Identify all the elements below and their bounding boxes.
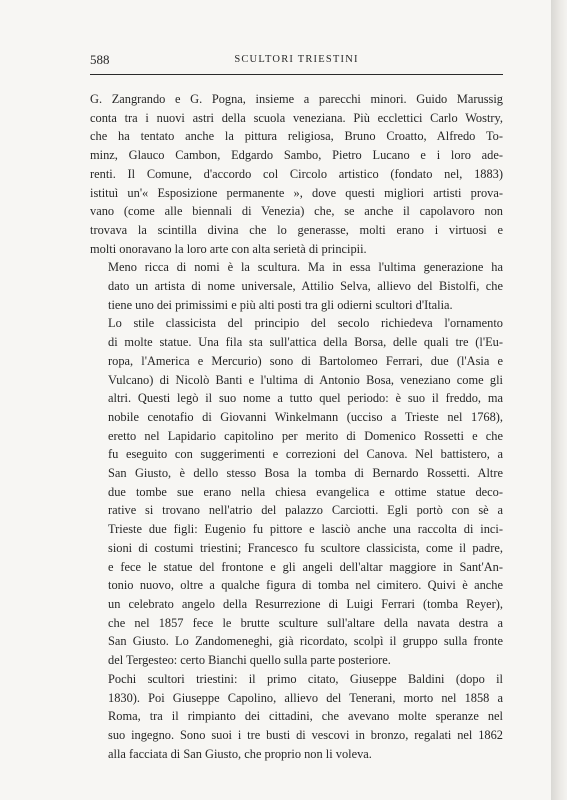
page-binding-edge <box>551 0 567 800</box>
text-line: due tombe sue erano nella chiesa evangelica e ottime statue deco- <box>108 484 503 499</box>
running-head <box>90 52 503 75</box>
text-line: ropa, l'America e Mercurio) sono di Bartolomeo Ferrari, due (l'Asia e <box>108 353 503 368</box>
text-line: San Giusto. Lo Zandomeneghi, già ricordato, scolpì il gruppo sulla fronte <box>108 634 503 649</box>
paragraph <box>90 258 503 314</box>
text-line: e fece le statue del frontone e gli angeli dell'altar maggiore in Sant'An- <box>108 559 503 574</box>
text-line: 1830). Poi Giuseppe Capolino, allievo del Tenerani, morto nel 1858 a <box>108 690 503 705</box>
text-line: sioni di costumi triestini; Francesco fu scultore classicista, come il padre, <box>108 540 503 555</box>
text-line: tiene uno dei primissimi e più alti posti tra gli odierni scultori d'Italia. <box>108 297 453 312</box>
text-line: alla facciata di San Giusto, che proprio non li voleva. <box>108 746 372 761</box>
text-line: altri. Questi legò il suo nome a tutto quel periodo: è suo il freddo, ma <box>108 391 503 406</box>
text-line: vano (come alle biennali di Venezia) che, se anche il capolavoro non <box>90 204 503 219</box>
text-line: suo ingegno. Sono suoi i tre busti di vescovi in bronzo, regalati nel 1862 <box>108 727 503 742</box>
text-line: molti onoravano la loro arte con alta serietà di principii. <box>90 241 367 256</box>
text-line: dato un artista di nome universale, Attilio Selva, allievo del Bistolfi, che <box>108 279 503 294</box>
text-line: che nel 1857 fece le brutte sculture sull'altare della navata destra a <box>108 615 503 630</box>
text-line: che ha tentato anche la pittura religiosa, Bruno Croatto, Alfredo To- <box>90 129 503 144</box>
text-line: G. Zangrando e G. Pogna, insieme a parecchi minori. Guido Marussig <box>90 92 503 106</box>
text-line: Lo stile classicista del principio del secolo richiedeva l'ornamento <box>108 316 503 331</box>
text-line: istituì un'« Esposizione permanente », dove questi migliori artisti prova- <box>90 185 503 200</box>
running-title: SCULTORI TRIESTINI <box>234 54 359 65</box>
text-line: conta tra i nuovi astri della scuola veneziana. Più ecclettici Carlo Wostry, <box>90 110 503 125</box>
text-line: tonio nuovo, oltre a qualche figura di tomba nel cimitero. Quivi è anche <box>108 578 503 593</box>
paragraph <box>90 90 503 258</box>
text-line: Meno ricca di nomi è la scultura. Ma in essa l'ultima generazione ha <box>108 260 503 275</box>
text-line: eretto nel Lapidario capitolino per merito di Domenico Rossetti e che <box>108 428 503 443</box>
text-line: nobile cenotafio di Giovanni Winkelmann (ucciso a Trieste nel 1768), <box>108 409 503 424</box>
text-line: San Giusto, è dello stesso Bosa la tomba di Bernardo Rossetti. Altre <box>108 466 503 481</box>
text-line: trovava la scintilla divina che lo generasse, molti erano i virtuosi e <box>90 222 503 237</box>
text-line: Vulcano) di Nicolò Banti e l'ultima di Antonio Bosa, veneziano come gli <box>108 372 503 387</box>
text-line: fu eseguito con suggerimenti e correzioni del Canova. Nel battistero, a <box>108 447 503 462</box>
paragraph <box>90 314 503 669</box>
text-line: Roma, tra il rimpianto dei cittadini, che avevano molte speranze nel <box>108 709 503 724</box>
text-line: renti. Il Comune, d'accordo col Circolo artistico (fondato nel, 1883) <box>90 166 503 181</box>
text-line: un celebrato angelo della Resurrezione di Luigi Ferrari (tomba Reyer), <box>108 596 503 611</box>
page-number: 588 <box>90 52 110 67</box>
text-line: Pochi scultori triestini: il primo citato, Giuseppe Baldini (dopo il <box>108 671 503 686</box>
body-text <box>90 90 503 763</box>
text-line: del Tergesteo: certo Bianchi quello sulla parte posteriore. <box>108 653 391 668</box>
text-line: Trieste due figli: Eugenio fu pittore e lasciò anche una raccolta di inci- <box>108 522 503 537</box>
text-line: di molte statue. Una fila sta sull'attica della Borsa, delle quali tre (l'Eu- <box>108 335 503 350</box>
paragraph <box>90 670 503 764</box>
text-line: minz, Glauco Cambon, Edgardo Sambo, Pietro Lucano e i loro ade- <box>90 148 503 163</box>
text-line: rative si trovano nell'atrio del palazzo Carciotti. Egli portò con sè a <box>108 503 503 518</box>
